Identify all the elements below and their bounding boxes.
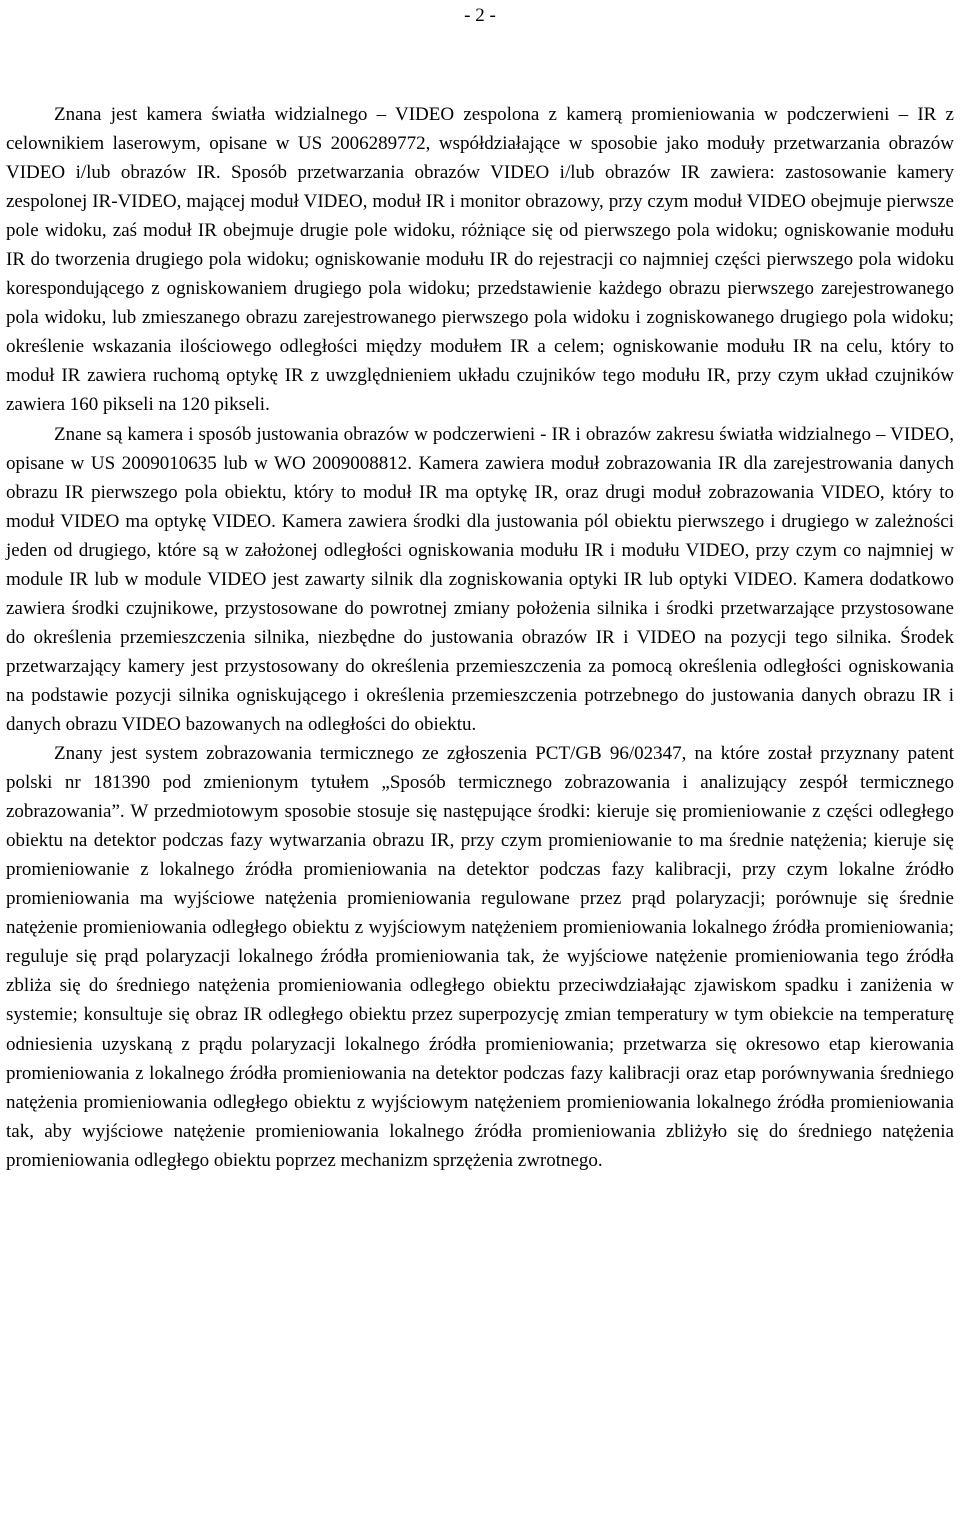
- document-body: [6, 100, 954, 1175]
- paragraph-prior-art-pct-gb-96-02347: Znany jest system zobrazowania termicznego ze zgłoszenia PCT/GB 96/02347, na które został przyznany patent polski nr 181390 pod zmienionym tytułem „Sposób termicznego zobrazowania i analizujący zespół termicznego zobrazowania”. W przedmiotowym sposobie stosuje się następujące środki: kieruje się promieniowanie z części odległego obiektu na detektor podczas fazy wytwarzania obrazu IR, przy czym promieniowanie to ma średnie natężenia; kieruje się promieniowanie z lokalnego źródła promieniowania na detektor podczas fazy kalibracji, przy czym lokalne źródło promieniowania ma wyjściowe natężenia promieniowania regulowane przez prąd polaryzacji; porównuje się średnie natężenie promieniowania odległego obiektu z wyjściowym natężeniem promieniowania lokalnego źródła promieniowania; reguluje się prąd polaryzacji lokalnego źródła promieniowania tak, że wyjściowe natężenie promieniowania tego źródła zbliża się do średniego natężenia promieniowania odległego obiektu przeciwdziałając zjawiskom spadku i zaniżenia w systemie; konsultuje się obraz IR odległego obiektu przez superpozycję zmian temperatury w tym obiekcie na temperaturę odniesienia uzyskaną z prądu polaryzacji lokalnego źródła promieniowania; przetwarza się okresowo etap kierowania promieniowania z lokalnego źródła promieniowania na detektor podczas fazy kalibracji oraz etap porównywania średniego natężenia promieniowania odległego obiektu z wyjściowym natężeniem promieniowania lokalnego źródła promieniowania tak, aby wyjściowe natężenie promieniowania lokalnego źródła promieniowania zbliżyło się do średniego natężenia promieniowania odległego obiektu poprzez mechanizm sprzężenia zwrotnego.: [6, 743, 954, 1171]
- page-number: - 2 -: [464, 5, 496, 26]
- paragraph-prior-art-us2006289772: Znana jest kamera światła widzialnego – VIDEO zespolona z kamerą promieniowania w podczerwieni – IR z celownikiem laserowym, opisane w US 2006289772, współdziałające w sposobie jako moduły przetwarzania obrazów VIDEO i/lub obrazów IR. Sposób przetwarzania obrazów VIDEO i/lub obrazów IR zawiera: zastosowanie kamery zespolonej IR-VIDEO, mającej moduł VIDEO, moduł IR i monitor obrazowy, przy czym moduł VIDEO obejmuje pierwsze pole widoku, zaś moduł IR obejmuje drugie pole widoku, różniące się od pierwszego pola widoku; ogniskowanie modułu IR do tworzenia drugiego pola widoku; ogniskowanie modułu IR do rejestracji co najmniej części pierwszego pola widoku korespondującego z ogniskowaniem drugiego pola widoku; przedstawienie każdego obrazu pierwszego zarejestrowanego pola widoku, lub zmieszanego obrazu zarejestrowanego pierwszego pola widoku i zogniskowanego drugiego pola widoku; określenie wskazania ilościowego odległości między modułem IR a celem; ogniskowanie modułu IR na celu, który to moduł IR zawiera ruchomą optykę IR z uwzględnieniem układu czujników tego modułu IR, przy czym układ czujników zawiera 160 pikseli na 120 pikseli.: [6, 104, 954, 416]
- paragraph-prior-art-us2009010635: Znane są kamera i sposób justowania obrazów w podczerwieni - IR i obrazów zakresu światła widzialnego – VIDEO, opisane w US 2009010635 lub w WO 2009008812. Kamera zawiera moduł zobrazowania IR dla zarejestrowania danych obrazu IR pierwszego pola obiektu, który to moduł IR ma optykę IR, oraz drugi moduł zobrazowania VIDEO, który to moduł VIDEO ma optykę VIDEO. Kamera zawiera środki dla justowania pól obiektu pierwszego i drugiego w zależności jeden od drugiego, które są w założonej odległości ogniskowania modułu IR i modułu VIDEO, przy czym co najmniej w module IR lub w module VIDEO jest zawarty silnik dla zogniskowania optyki IR lub optyki VIDEO. Kamera dodatkowo zawiera środki czujnikowe, przystosowane do powrotnej zmiany położenia silnika i środki przetwarzające przystosowane do określenia przemieszczenia silnika, niezbędne do justowania obrazów IR i VIDEO na pozycji tego silnika. Środek przetwarzający kamery jest przystosowany do określenia przemieszczenia za pomocą określenia odległości ogniskowania na podstawie pozycji silnika ogniskującego i określenia przemieszczenia potrzebnego do justowania danych obrazu IR i danych obrazu VIDEO bazowanych na odległości do obiektu.: [6, 423, 954, 735]
